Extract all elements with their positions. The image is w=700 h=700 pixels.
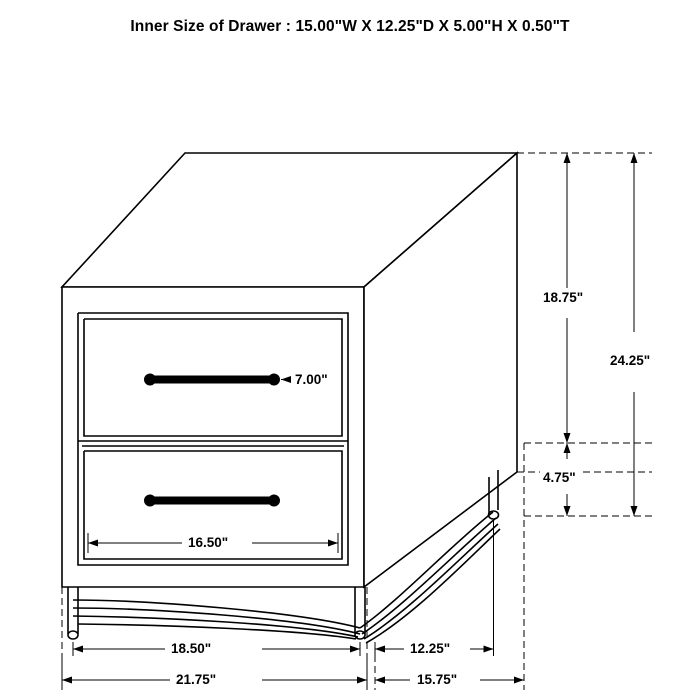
page-title: Inner Size of Drawer : 15.00"W X 12.25"D X 5.00"H X 0.50"T xyxy=(130,18,570,35)
dim-label-upper-handle: 7.00" xyxy=(292,371,331,388)
dim-label-overall-depth: 15.75" xyxy=(414,671,460,688)
dim-label-height-total: 24.25" xyxy=(607,352,653,369)
dim-label-base-front-width: 18.50" xyxy=(168,640,214,657)
upper-drawer-handle xyxy=(145,374,280,385)
dim-label-height-upper: 18.75" xyxy=(540,289,586,306)
dim-label-overall-width: 21.75" xyxy=(173,671,219,688)
dim-label-height-lower: 4.75" xyxy=(540,469,579,486)
dim-label-lower-drawer-width: 16.50" xyxy=(185,534,231,551)
front-right-leg xyxy=(355,587,365,639)
front-left-leg xyxy=(68,587,78,639)
dim-label-base-side-depth: 12.25" xyxy=(407,640,453,657)
lower-drawer-handle xyxy=(145,495,280,506)
front-base-stretchers xyxy=(73,600,360,639)
